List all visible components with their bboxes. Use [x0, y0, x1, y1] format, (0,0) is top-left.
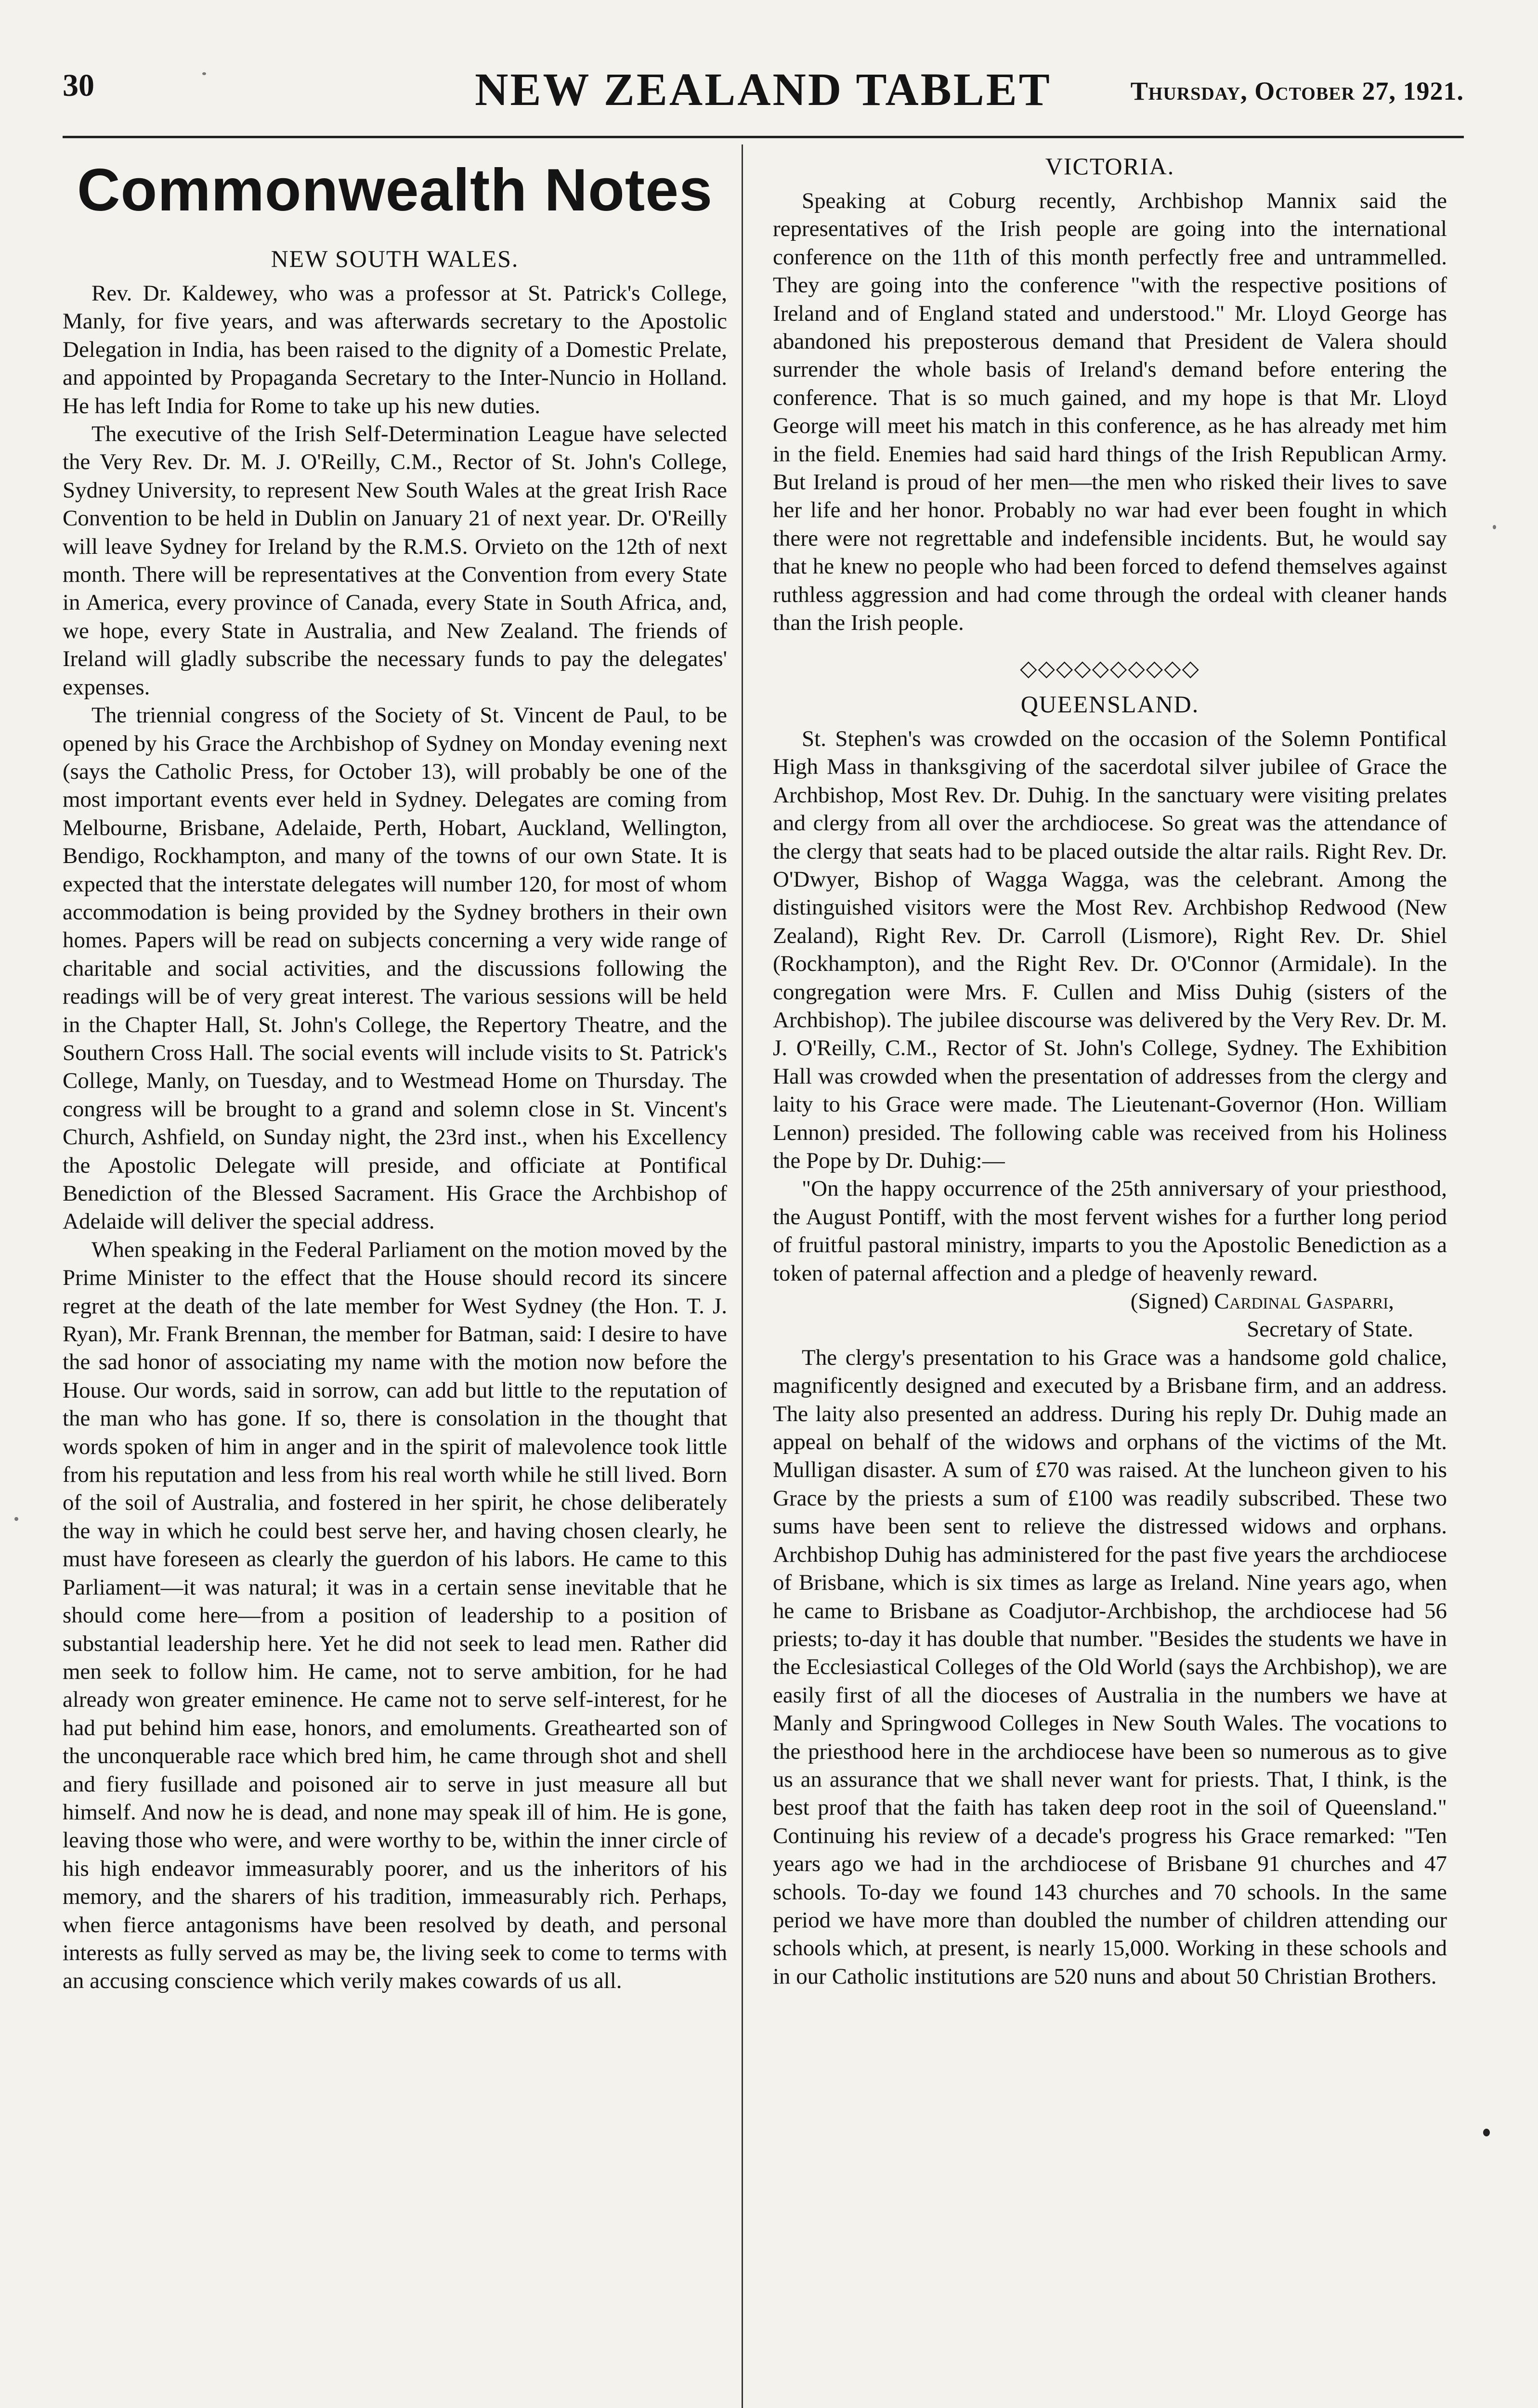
print-speck: [14, 1517, 18, 1521]
print-speck: [1483, 2129, 1490, 2136]
papal-cable-quote: "On the happy occurrence of the 25th anniversary of your priesthood, the August Pontiff, with the most fervent wishes for a further long period of fruitful pastoral ministry, imparts to you the Apostolic Benediction as a token of paternal affection and a pledge of heavenly reward.: [773, 1176, 1447, 1286]
paragraph: The triennial congress of the Society of St. Vincent de Paul, to be opened by his Grace the Archbishop of Sydney on Monday evening next (says the Catholic Press, for October 13), will probably be one of the most important events ever held in Sydney. Delegates are coming from Melbourne, Brisbane, Adelaide, Perth, Hobart, Auckland, Wellington, Bendigo, Rockhampton, and many of the towns of our own State. It is expected that the interstate delegates will number 120, for most of whom accommodation is being provided by the Sydney brothers in their own homes. Papers will be read on subjects concerning a very wide range of charitable and social activities, and the discussions following the readings will be of very great interest. The various sessions will be held in the Chapter Hall, St. John's College, the Repertory Theatre, and the Southern Cross Hall. The social events will include visits to St. Patrick's College, Manly, on Tuesday, and to Westmead Home on Thursday. The congress will be brought to a grand and solemn close in St. Vincent's Church, Ashfield, on Sunday night, the 23rd inst., when his Excellency the Apostolic Delegate will preside, and officiate at Pontifical Benediction of the Blessed Sacrament. His Grace the Archbishop of Adelaide will deliver the special address.: [63, 703, 727, 1234]
page-number: 30: [63, 68, 94, 103]
paragraph: St. Stephen's was crowded on the occasion of the Solemn Pontifical High Mass in thanksgiving of the sacerdotal silver jubilee of Grace the Archbishop, Most Rev. Dr. Duhig. In the sanctuary were visiting prelates and clergy from all over the archdiocese. So great was the attendance of the clergy that seats had to be placed outside the altar rails. Right Rev. Dr. O'Dwyer, Bishop of Wagga Wagga, was the celebrant. Among the distinguished visitors were the Most Rev. Archbishop Redwood (New Zealand), Right Rev. Dr. Carroll (Lismore), Right Rev. Dr. Shiel (Rockhampton), and the Right Rev. Dr. O'Connor (Armidale). In the congregation were Mrs. F. Cullen and Miss Duhig (sisters of the Archbishop). The jubilee discourse was delivered by the Very Rev. Dr. M. J. O'Reilly, C.M., Rector of St. John's College, Sydney. The Exhibition Hall was crowded when the presentation of addresses from the clergy and laity to his Grace were made. The Lieutenant-Governor (Hon. William Lennon) presided. The following cable was received from his Holiness the Pope by Dr. Duhig:—: [773, 726, 1447, 1173]
publication-title: NEW ZEALAND TABLET: [475, 64, 1052, 115]
paragraph: The executive of the Irish Self-Determination League have selected the Very Rev. Dr. M. J. O'Reilly, C.M., Rector of St. John's College, Sydney University, to represent New South Wales at the great Irish Race Convention to be held in Dublin on January 21 of next year. Dr. O'Reilly will leave Sydney for Ireland by the R.M.S. Orvieto on the 12th of next month. There will be representatives at the Convention from every State in America, every province of Canada, every State in South Africa, and, we hope, every State in Australia, and New Zealand. The friends of Ireland will gladly subscribe the necessary funds to pay the delegates' expenses.: [63, 421, 727, 700]
section-heading-nsw: NEW SOUTH WALES.: [271, 245, 519, 272]
section-heading-victoria: VICTORIA.: [1045, 153, 1175, 180]
column-divider: [742, 144, 743, 2408]
paragraph: When speaking in the Federal Parliament on the motion moved by the Prime Minister to the effect that the House should record its sincere regret at the death of the late member for West Sydney (the Hon. T. J. Ryan), Mr. Frank Brennan, the member for Batman, said: I desire to have the sad honor of associating my name with the motion now before the House. Our words, said in sorrow, can add but little to the reputation of the man who has gone. If so, there is consolation in the thought that words spoken of him in anger and in the spirit of malevolence took little from his reputation and less from his real worth while he still lived. Born of the soil of Australia, and fostered in her spirit, he chose deliberately the way in which he could best serve her, and having chosen clearly, he must have foreseen as clearly the guerdon of his labors. He came to this Parliament—it was natural; it was in a certain sense inevitable that he should come here—from a position of leadership to a position of substantial leadership here. Yet he did not seek to lead men. Rather did men seek to follow him. He came, not to serve ambition, for he had already won greater eminence. He came not to serve self-interest, for he had put behind him ease, honors, and emoluments. Greathearted son of the unconquerable race which bred him, he came through shot and shell and fiery fusillade and poisoned air to serve in just measure all but himself. And now he is dead, and none may speak ill of him. He is gone, leaving those who were, and were worthy to be, within the inner circle of his high endeavor immeasurably poorer, and us the inheritors of his memory, and the sharers of his tradition, immeasurably rich. Perhaps, when fierce antagonisms have been resolved by death, and personal interests as fully served as may be, the living seek to come to terms with an accusing conscience which verily makes cowards of us all.: [63, 1237, 727, 1994]
issue-date: Thursday, October 27, 1921.: [1130, 77, 1464, 105]
right-column: [773, 144, 1447, 1990]
paragraph: Speaking at Coburg recently, Archbishop Mannix said the representatives of the Irish people are going into the international conference on the 11th of this month perfectly free and untrammelled. They are going into the conference "with the respective positions of Ireland and of England stated and understood." Mr. Lloyd George has abandoned his preposterous demand that President de Valera should surrender the whole basis of Ireland's demand before entering the conference. That is so much gained, and my hope is that Mr. Lloyd George will meet his match in this conference, as he has already met him in the field. Enemies had said hard things of the Irish Republican Army. But Ireland is proud of her men—the men who risked their lives to save her life and her honor. Probably no war had ever been fought in which there were not regrettable and indefensible incidents. But, he would say that he knew no people who had been forced to defend themselves against ruthless aggression and had come through the ordeal with cleaner hands than the Irish people.: [773, 188, 1447, 636]
ornament-divider: ◇◇◇◇◇◇◇◇◇◇: [1020, 655, 1200, 681]
signed-name: Cardinal Gasparri,: [1214, 1289, 1394, 1314]
header-rule: [63, 136, 1464, 138]
paragraph: Rev. Dr. Kaldewey, who was a professor at St. Patrick's College, Manly, for five years, and was afterwards secretary to the Apostolic Delegation in India, has been raised to the dignity of a Domestic Prelate, and appointed by Propaganda Secretary to the Inter-Nuncio in Holland. He has left India for Rome to take up his new duties.: [63, 281, 727, 419]
signed-prefix: (Signed): [1130, 1289, 1209, 1314]
left-column: [63, 144, 727, 1995]
paragraph: The clergy's presentation to his Grace was a handsome gold chalice, magnificently designed and executed by a Brisbane firm, and an address. The laity also presented an address. During his reply Dr. Duhig made an appeal on behalf of the widows and orphans of the victims of the Mt. Mulligan disaster. A sum of £70 was raised. At the luncheon given to his Grace by the priests a sum of £100 was readily subscribed. These two sums have been sent to relieve the distressed widows and orphans. Archbishop Duhig has administered for the past five years the archdiocese of Brisbane, which is six times as large as Ireland. Nine years ago, when he came to Brisbane as Coadjutor-Archbishop, the archdiocese had 56 priests; to-day it has double that number. "Besides the students we have in the Ecclesiastical Colleges of the Old World (says the Archbishop), we are easily first of all the dioceses of Australia in the numbers we have at Manly and Springwood Colleges in New South Wales. The vocations to the priesthood here in the archdiocese have been so numerous as to give us an assurance that we shall never want for priests. That, I think, is the best proof that the faith has taken deep root in the soil of Queensland." Continuing his review of a decade's progress his Grace remarked: "Ten years ago we had in the archdiocese of Brisbane 91 churches and 47 schools. To-day we found 143 churches and 70 schools. In the same period we have more than doubled the number of children attending our schools which, at present, is nearly 15,000. Working in these schools and in our Catholic institutions are 520 nuns and about 50 Christian Brothers.: [773, 1345, 1447, 1989]
signed-title: Secretary of State.: [1247, 1317, 1413, 1342]
section-heading-queensland: QUEENSLAND.: [1020, 690, 1199, 718]
article-headline: Commonwealth Notes: [77, 157, 713, 223]
print-speck: [202, 72, 206, 75]
signature-line: [773, 1287, 1447, 1315]
page-header: [63, 58, 1464, 135]
print-speck: [1493, 525, 1496, 529]
